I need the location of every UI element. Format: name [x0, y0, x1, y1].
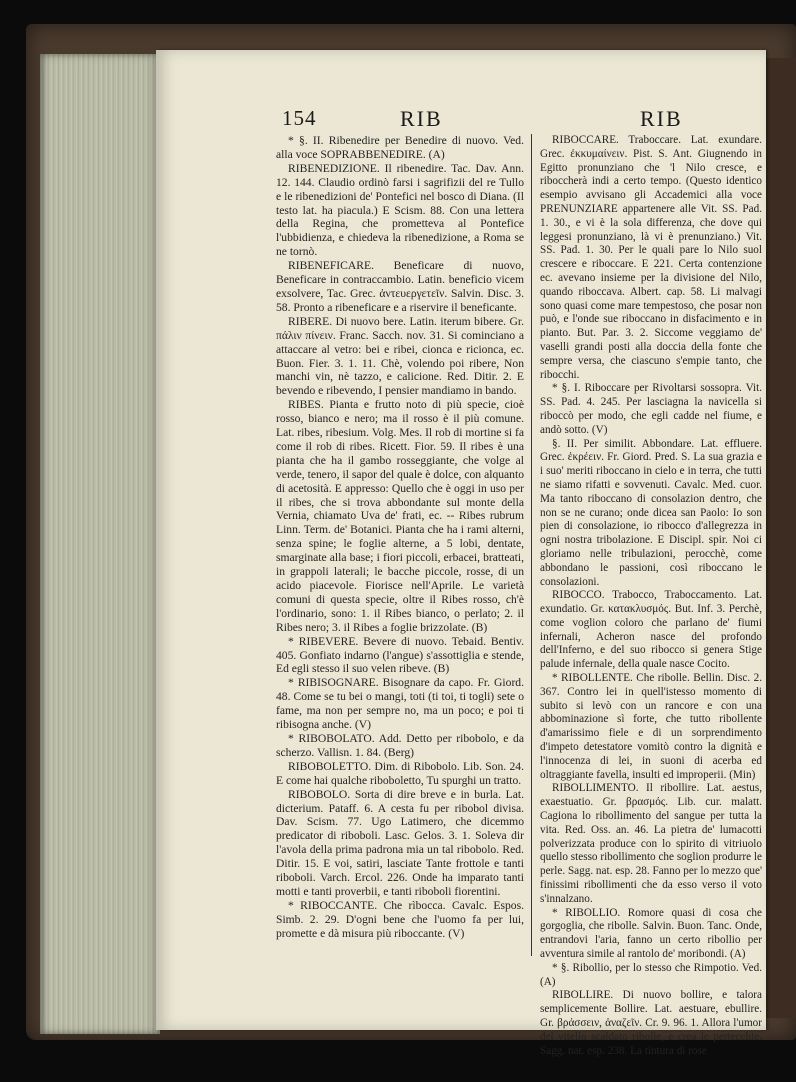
entry-paragraph: * RIBOLLENTE. Che ribolle. Bellin. Disc. 2. 367. Contro lei in quell'istesso momento di subito si levò con un rancore e con una abbominazione sì forte, che tutto ribollente d'amarissimo fiele e di un sorprendimento d'impeto detestatore vomitò contro la dignità e l'innocenza di lei, in suoni di acerba ed oltraggiante favella, insulti ed improperii. (Min) [540, 672, 762, 781]
entry-paragraph: RIBOBOLO. Sorta di dire breve e in burla. Lat. dicterium. Pataff. 6. A cesta fu per ribobol divisa. Dav. Scism. 77. Ugo Latimero, che dicemmo predicator di riboboli. Lasc. Gelos. 3. 1. Soleva dir l'avola della prima padrona mia un tal ribobolo. Red. Ditir. 15. E voi, satiri, lasciate Tante frottole e tanti riboboli. Varch. Ercol. 226. Onde ha imparato tanti motti e tanti proverbii, e tanti riboboli fiorentini. [276, 787, 524, 898]
entry-paragraph: * RIBOBOLATO. Add. Detto per ribobolo, e da scherzo. Vallisn. 1. 84. (Berg) [276, 731, 524, 759]
entry-paragraph: * §. Ribollio, per lo stesso che Rimpotio. Ved. (A) [540, 961, 762, 988]
entry-paragraph: §. II. Per similit. Abbondare. Lat. effluere. Grec. ἐκρέειν. Fr. Giord. Pred. S. La sua grazia e i suo' meriti riboccano in cielo e in terra, che tutti ne siamo rifatti e sovvenuti. Cavalc. Med. cuor. Ma tanto riboccano di consolazion dentro, che non se ne curano; onde diceа san Paolo: Io son pien di consolazione, io ribocco d'allegrezza in ogni nostra tribolazione. E Discipl. spir. Noi ci gloriamo nelle tribulazioni, perocchè, come abbondano le passioni, così riboccano le consolazioni. [540, 437, 762, 588]
entry-paragraph: RIBOCCARE. Traboccare. Lat. exundare. Grec. ἐκκυμαίνειν. Pist. S. Ant. Giugnendo in Egitto pronunziano che 'l Nilo cresce, e riboccherà indi a certo tempo. (Questo identico esempio avvisano gli Accademici alla voce PRENUNZIARE appartenere alle Vit. SS. Pad. 1. 30., e vi è la sola differenza, che dove qui leggesi pronunziano, là vi è prenunziano.) Vit. SS. Pad. 1. 30. Per le quali pare lo Nilo suol crescere e riboccare. E 221. Certa contenzione ec. avevano insieme per la divisione del Nilo, quando riboccava. Albert. cap. 58. Li malvagi sono quasi come mare tempestoso, che posar non può, e l'onde sue riboccano in disfacimento e in pianto. But. Par. 3. 2. Siccome veggiamo de' vaselli grandi posti alla doccia della fonte che sempre versa, che ciascuno s'empie tanto, che ribocchi. [540, 134, 762, 381]
entry-paragraph: * RIBEVERE. Bevere di nuovo. Tebaid. Bentiv. 405. Gonfiato indarno (l'angue) s'assottiglia e stende, Ed egli stesso il suo velen ribeve. (B) [276, 634, 524, 676]
entry-paragraph: * RIBOCCANTE. Che rìbocca. Cavalc. Espos. Simb. 2. 29. D'ogni bene che l'uomo fa per lui, promette e dà misura più riboccante. (V) [276, 898, 524, 940]
column-divider [531, 134, 532, 956]
page-number: 154 [282, 106, 317, 130]
entry-paragraph: RIBOBOLETTO. Dim. di Ribobolo. Lib. Son. 24. E come hai qualche riboboletto, Tu spurghi un tratto. [276, 759, 524, 787]
entry-paragraph: RIBOLLIMENTO. Il ribollire. Lat. aestus, exaestuatio. Gr. βρασμός. Lib. cur. malatt. Cagiona lo ribollimento del sangue per tutta la vita. Red. Oss. an. 46. La pietra de' lumacotti polverizzata produce con lo spirito di vitriuolo quello stesso ribollimento che soglion produrre le perle. Sagg. nat. esp. 28. Fanno per lo mezzo que' finissimi ribollimenti che da esso verso il voto s'innalzano. [540, 782, 762, 905]
facing-cover-edge [766, 58, 796, 1018]
entry-paragraph: RIBES. Pianta e frutto noto di più specie, cioè rosso, bianco e nero; ma il rosso è il più comune. Lat. ribes, ribesium. Volg. Mes. Il rob di mortine si fa come il rob di ribes. Ricett. Fior. 59. Il ribes è una pianta che ha il gambo rosseggiante, che volge al verde, tenero, il sapor del quale è dolce, con alquanto di acetosità. E appresso: Quello che è oggi in uso per il ribes, che si trova abbondante sul monte della Vernia, chiamato Uva de' frati, ec. -- Ribes rubrum Linn. Term. de' Botanici. Pianta che ha i rami alterni, senza spine; le foglie alterne, a 5 lobi, dentate, smarginate alla base; i fiori piccoli, erbacei, bratteati, in grappoli laterali; le bacche piccole, rosse, di un acido piacevole. Fiorisce nell'Aprile. Le varietà comuni di questa specie, oltre il Ribes rosso, ch'è l'ordinario, sono: 1. il Ribes bianco, o perlato; 2. il Ribes nero; 3. il Ribes a foglie brizzolate. (B) [276, 398, 524, 634]
right-column [540, 134, 762, 1057]
entry-paragraph: RIBERE. Di nuovo bere. Latin. iterum bibere. Gr. πάλιν πίνειν. Franc. Sacch. nov. 31. Si cominciano a attaccare al vetro: bei e ribei, cionca e ricionca, ec. Buon. Fier. 3. 1. 11. Chè, volendo poi ribere, Non manchi vin, nè tazzo, e calicione. Red. Ditir. 2. E bevendo e ribevendo, I pensier mandiamo in bando. [276, 314, 524, 398]
left-column [276, 134, 524, 959]
entry-paragraph: RIBOCCO. Trabocco, Traboccamento. Lat. exundatio. Gr. κατακλυσμός. But. Inf. 3. Perchè, come voglion coloro che parlano de' fiumi infernali, Acheron nasce del profondo dell'Inferno, e del suo ribocco si genera Stige palude infernale, della quale nasce Cocito. [540, 589, 762, 671]
entry-paragraph: RIBENEDIZIONE. Il ribenedire. Tac. Dav. Ann. 12. 144. Claudio ordinò farsi i sagrifizii del re Tullo e le ribenedizioni de' Pontefici nel bosco di Diana. (Il testo lat. ha piacula.) E Scism. 88. Con una lettera della Regina, che promettevа al Pontefice l'ubbidienza, e chiedeva la ribenedizione, a Roma se ne tornò. [276, 161, 524, 259]
running-head-right: RIB [640, 106, 683, 131]
entry-paragraph: * §. I. Riboccare per Rivoltarsi sossopra. Vit. SS. Pad. 4. 245. Per lasciagna la navicella si riboccò per modo, che egli cadde nel fiume, e andò sotto. (V) [540, 382, 762, 436]
page-edges [40, 54, 160, 1034]
entry-paragraph: * RIBISOGNARE. Bisognare da capo. Fr. Giord. 48. Come se tu bei o mangi, toti (ti toi, ti togli) sete o fame, ma non per sempre no, ma un poco; e poi ti ribisogna anche. (V) [276, 676, 524, 732]
running-head-left: RIB [400, 106, 443, 131]
entry-paragraph: RIBOLLIRE. Di nuovo bollire, e talora semplicemente Bollire. Lat. aestuare, ebullire. Gr. βράσσειν, ἀναζεῖν. Cr. 9. 96. 1. Allora l'umor del vitello scaldato ribolle, e crea le pertecchie. Sagg. nat. esp. 238. La tintura di rose [540, 989, 762, 1057]
entry-paragraph: * RIBOLLIO. Romore quasi di cosa che gorgoglia, che ribolle. Salvin. Buon. Tanc. Onde, entrandovi l'aria, fanno un certo ribollio per avventura simile al rantolo de' moribondi. (A) [540, 906, 762, 961]
entry-paragraph: * §. II. Ribenedire per Benedire di nuovo. Ved. alla voce SOPRABBENEDIRE. (A) [276, 134, 524, 161]
entry-paragraph: RIBENEFICARE. Beneficare di nuovo, Beneficare in contraccambio. Latin. beneficio vicem exsolvere, Tac. Grec. ἀντευεργετεῖν. Salvin. Disc. 3. 58. Pronto a ribeneficare e a riservire il beneficante. [276, 259, 524, 314]
